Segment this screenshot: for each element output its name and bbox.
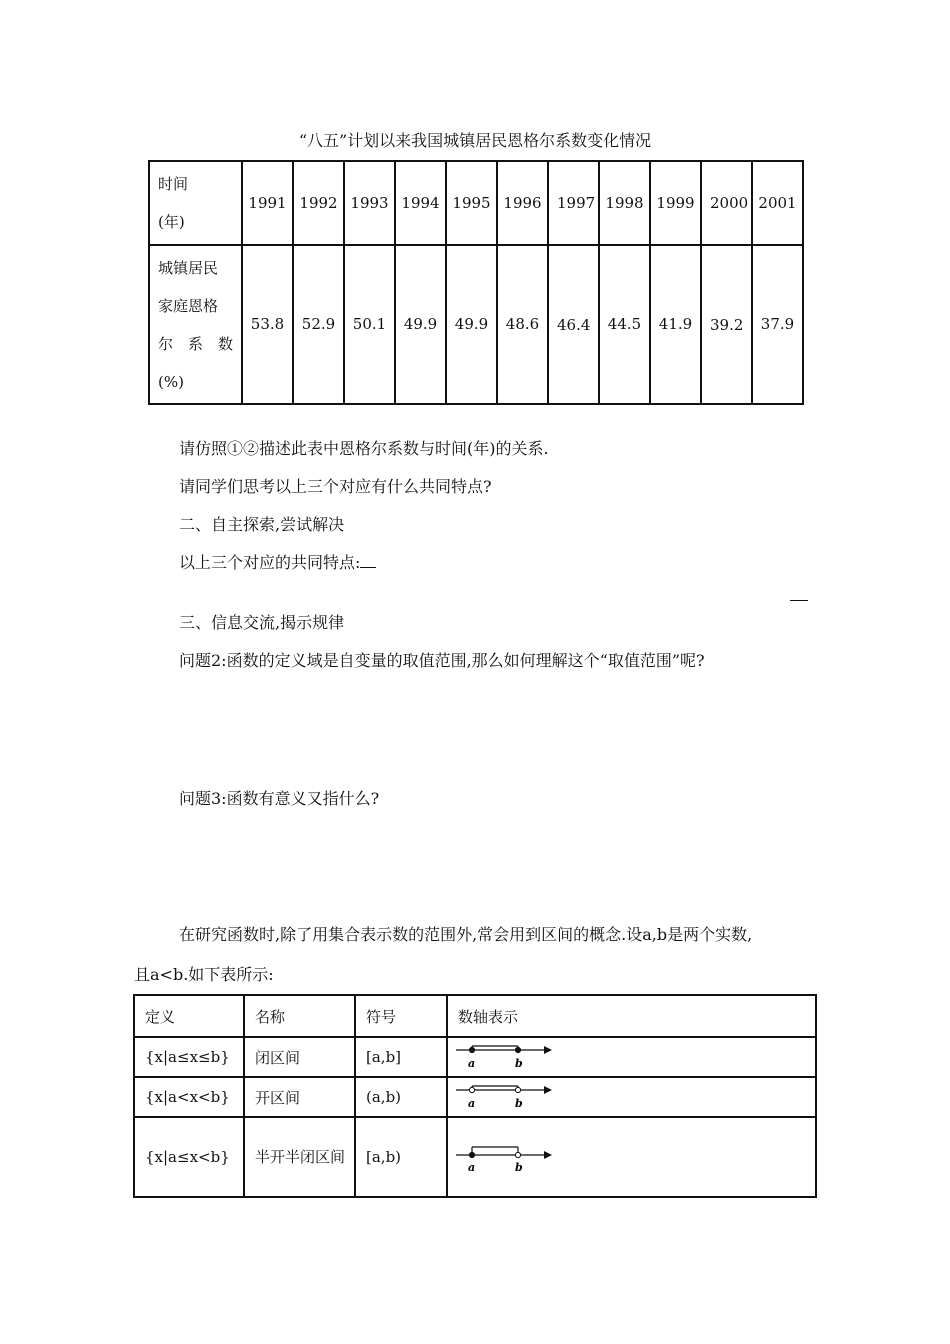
symbol-cell: [a,b) [355,1117,447,1197]
number-line-closed [454,1041,564,1073]
number-line-open [454,1081,564,1113]
year-cell: 1999 [650,161,701,245]
year-cell: 1996 [497,161,548,245]
engel-table-title: “八五”计划以来我国城镇居民恩格尔系数变化情况 [298,131,652,150]
endpoint-b [515,1087,520,1092]
label-a: a [468,1057,476,1070]
label-b: b [515,1097,523,1110]
year-row-header: 时间 (年) [149,161,242,245]
year-cell: 1997 [548,161,599,245]
value-cell: 53.8 [242,245,293,404]
label-b: b [515,1057,523,1070]
paragraph: 请同学们思考以上三个对应有什么共同特点? [179,477,492,496]
label-a: a [468,1161,476,1173]
answer-blank[interactable] [360,551,376,568]
name-cell: 开区间 [244,1077,355,1117]
value-cell: 50.1 [344,245,395,404]
year-cell: 1993 [344,161,395,245]
paragraph: 在研究函数时,除了用集合表示数的范围外,常会用到区间的概念.设a,b是两个实数, [179,925,753,944]
year-cell: 2001 [752,161,803,245]
number-line-cell [447,1117,816,1197]
paragraph: 请仿照①②描述此表中恩格尔系数与时间(年)的关系. [179,439,549,458]
label-a: a [468,1097,476,1110]
number-line-cell [447,1037,816,1077]
endpoint-a [469,1152,474,1157]
year-cell: 1991 [242,161,293,245]
year-cell: 1998 [599,161,650,245]
value-cell: 44.5 [599,245,650,404]
value-cell: 46.4 [548,245,599,404]
value-cell: 49.9 [395,245,446,404]
year-cell: 1992 [293,161,344,245]
interval-header-row [134,995,816,1037]
interval-row [134,1077,816,1117]
value-cell: 41.9 [650,245,701,404]
year-cell: 1995 [446,161,497,245]
section-heading: 二、自主探索,尝试解决 [179,515,345,534]
question: 问题3:函数有意义又指什么? [179,789,380,808]
number-line-half-open [454,1141,564,1173]
year-cell: 2000 [701,161,752,245]
endpoint-b [515,1152,520,1157]
header-definition: 定义 [134,995,244,1037]
number-line-cell [447,1077,816,1117]
definition-cell: {x|a≤x≤b} [134,1037,244,1077]
endpoint-b [515,1047,520,1052]
value-cell: 52.9 [293,245,344,404]
header-symbol: 符号 [355,995,447,1037]
name-cell: 闭区间 [244,1037,355,1077]
value-cell: 39.2 [701,245,752,404]
endpoint-a [469,1087,474,1092]
symbol-cell: (a,b) [355,1077,447,1117]
question: 问题2:函数的定义域是自变量的取值范围,那么如何理解这个“取值范围”呢? [179,651,705,670]
symbol-cell: [a,b] [355,1037,447,1077]
engel-table [148,160,804,405]
paragraph: 且a<b.如下表所示: [134,965,274,984]
definition-cell: {x|a<x<b} [134,1077,244,1117]
engel-value-row [149,245,803,404]
value-cell: 37.9 [752,245,803,404]
interval-row [134,1117,816,1197]
value-row-header: 城镇居民 家庭恩格 尔 系 数 (%) [149,245,242,404]
definition-cell: {x|a≤x<b} [134,1117,244,1197]
answer-blank-line [790,600,808,601]
paragraph-with-blank: 以上三个对应的共同特点: [179,550,376,573]
engel-year-row [149,161,803,245]
value-cell: 49.9 [446,245,497,404]
interval-row [134,1037,816,1077]
name-cell: 半开半闭区间 [244,1117,355,1197]
header-name: 名称 [244,995,355,1037]
header-number-line: 数轴表示 [447,995,816,1037]
section-heading: 三、信息交流,揭示规律 [179,613,345,632]
value-cell: 48.6 [497,245,548,404]
interval-table [133,994,817,1198]
label-b: b [515,1161,523,1173]
endpoint-a [469,1047,474,1052]
year-cell: 1994 [395,161,446,245]
